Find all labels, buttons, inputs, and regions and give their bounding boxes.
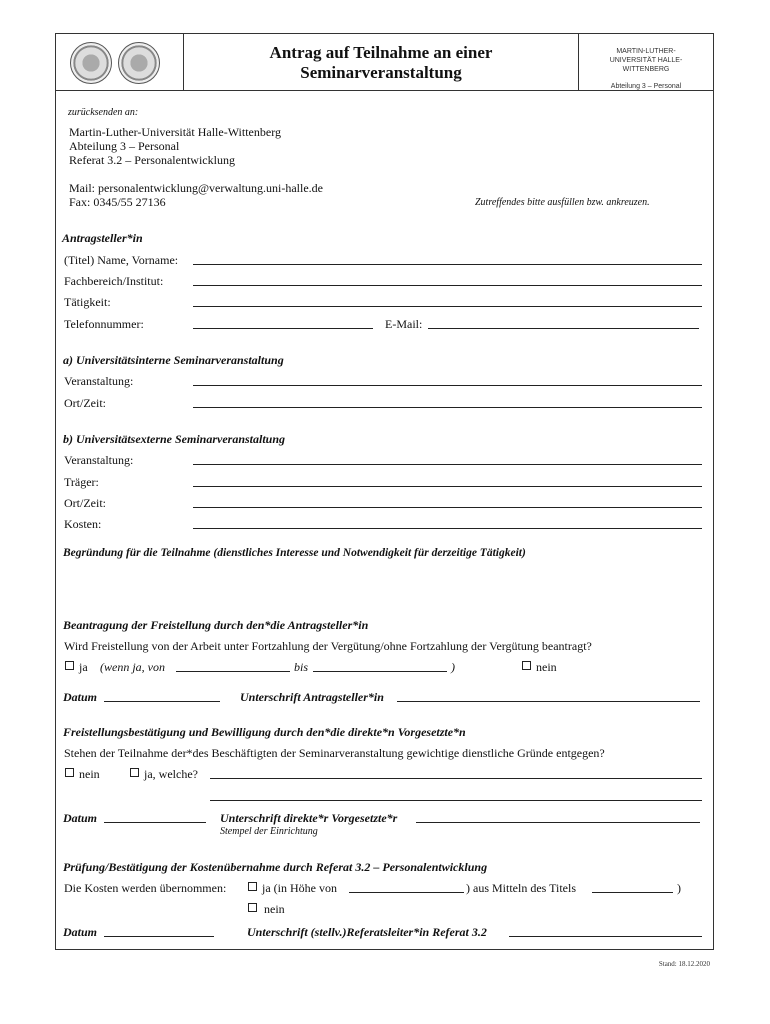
return-line1: Martin-Luther-Universität Halle-Wittenberg	[69, 125, 281, 139]
faculty-field[interactable]	[193, 285, 702, 286]
external-costs-field[interactable]	[193, 528, 702, 529]
version-stamp: Stand: 18.12.2020	[658, 960, 710, 968]
internal-place-label: Ort/Zeit:	[64, 396, 106, 410]
internal-place-field[interactable]	[193, 407, 702, 408]
reason-textarea[interactable]	[63, 562, 703, 610]
external-place-field[interactable]	[193, 507, 702, 508]
release-no-checkbox[interactable]	[522, 661, 531, 670]
return-line3: Referat 3.2 – Personalentwicklung	[69, 153, 235, 167]
costs-title-field[interactable]	[592, 892, 673, 893]
approval-reason-field-2[interactable]	[210, 800, 702, 801]
university-seal-left	[70, 42, 112, 84]
institution-name: MARTIN-LUTHER-UNIVERSITÄT HALLE-WITTENBERG	[609, 48, 683, 73]
form-title	[184, 34, 579, 90]
approval-no-label: nein	[79, 767, 100, 781]
costs-label: Die Kosten werden übernommen:	[64, 881, 227, 895]
return-fax: Fax: 0345/55 27136	[69, 195, 166, 209]
form-header	[56, 34, 713, 91]
release-yes-checkbox[interactable]	[65, 661, 74, 670]
university-seal-right	[118, 42, 160, 84]
approval-no-checkbox[interactable]	[65, 768, 74, 777]
internal-event-field[interactable]	[193, 385, 702, 386]
costs-no-checkbox[interactable]	[248, 903, 257, 912]
internal-heading: a) Universitätsinterne Seminarveranstaltung	[63, 353, 284, 367]
return-label: zurücksenden an:	[68, 107, 139, 118]
department-name: Abteilung 3 – Personal	[610, 83, 682, 90]
reason-heading: Begründung für die Teilnahme (dienstliches Interesse und Notwendigkeit für derzeitige Tätigkeit)	[63, 547, 526, 559]
release-close: )	[451, 660, 455, 674]
external-provider-label: Träger:	[64, 475, 99, 489]
approval-signature-label: Unterschrift direkte*r Vorgesetzte*r	[220, 811, 398, 825]
name-field[interactable]	[193, 264, 702, 265]
costs-signature-field[interactable]	[509, 936, 702, 937]
name-label: (Titel) Name, Vorname:	[64, 253, 179, 267]
external-heading: b) Universitätsexterne Seminarveranstaltung	[63, 432, 286, 446]
approval-date-label: Datum	[63, 811, 98, 825]
release-signature-label: Unterschrift Antragsteller*in	[240, 690, 384, 704]
costs-signature-label: Unterschrift (stellv.)Referatsleiter*in Referat 3.2	[247, 925, 487, 939]
costs-yes-checkbox[interactable]	[248, 882, 257, 891]
form-title-line2: Seminarveranstaltung	[300, 63, 462, 82]
release-from-label: (wenn ja, von	[100, 660, 165, 674]
approval-yes-checkbox[interactable]	[130, 768, 139, 777]
release-from-field[interactable]	[176, 671, 290, 672]
release-signature-field[interactable]	[397, 701, 700, 702]
internal-event-label: Veranstaltung:	[64, 374, 134, 388]
approval-signature-field[interactable]	[416, 822, 700, 823]
approval-stamp-label: Stempel der Einrichtung	[220, 826, 318, 837]
costs-funds-label: ) aus Mitteln des Titels	[466, 881, 577, 895]
costs-date-field[interactable]	[104, 936, 214, 937]
release-question: Wird Freistellung von der Arbeit unter Fortzahlung der Vergütung/ohne Fortzahlung der Vergütung beantragt?	[64, 639, 592, 653]
release-date-label: Datum	[63, 690, 98, 704]
activity-label: Tätigkeit:	[64, 295, 111, 309]
release-date-field[interactable]	[104, 701, 220, 702]
approval-reason-field-1[interactable]	[210, 778, 702, 779]
phone-label: Telefonnummer:	[64, 317, 144, 331]
email-field[interactable]	[428, 328, 699, 329]
applicant-heading: Antragsteller*in	[62, 231, 143, 245]
institution-cell	[579, 34, 713, 90]
form-title-line1: Antrag auf Teilnahme an einer	[269, 43, 493, 62]
costs-no-label: nein	[264, 902, 285, 916]
faculty-label: Fachbereich/Institut:	[64, 274, 164, 288]
release-to-label: bis	[294, 660, 309, 674]
approval-date-field[interactable]	[104, 822, 206, 823]
costs-heading: Prüfung/Bestätigung der Kostenübernahme durch Referat 3.2 – Personalentwicklung	[63, 860, 488, 874]
release-no-label: nein	[536, 660, 557, 674]
external-event-label: Veranstaltung:	[64, 453, 134, 467]
return-line2: Abteilung 3 – Personal	[69, 139, 180, 153]
activity-field[interactable]	[193, 306, 702, 307]
release-to-field[interactable]	[313, 671, 447, 672]
external-costs-label: Kosten:	[64, 517, 102, 531]
phone-field[interactable]	[193, 328, 373, 329]
approval-question: Stehen der Teilnahme der*des Beschäftigten der Seminarveranstaltung gewichtige dienstliche Gründe entgegen?	[64, 746, 605, 760]
external-event-field[interactable]	[193, 464, 702, 465]
logo-cell	[56, 34, 184, 90]
costs-yes-label: ja (in Höhe von	[262, 881, 337, 895]
approval-heading: Freistellungsbestätigung und Bewilligung durch den*die direkte*n Vorgesetzte*n	[63, 725, 466, 739]
approval-yes-label: ja, welche?	[144, 767, 198, 781]
fill-note: Zutreffendes bitte ausfüllen bzw. ankreuzen.	[475, 197, 650, 208]
costs-date-label: Datum	[63, 925, 98, 939]
email-label: E-Mail:	[385, 317, 423, 331]
external-provider-field[interactable]	[193, 486, 702, 487]
release-yes-label: ja	[79, 660, 88, 674]
costs-amount-field[interactable]	[349, 892, 464, 893]
release-heading: Beantragung der Freistellung durch den*die Antragsteller*in	[63, 618, 369, 632]
costs-close: )	[677, 881, 681, 895]
return-mail: Mail: personalentwicklung@verwaltung.uni-halle.de	[69, 181, 323, 195]
external-place-label: Ort/Zeit:	[64, 496, 106, 510]
